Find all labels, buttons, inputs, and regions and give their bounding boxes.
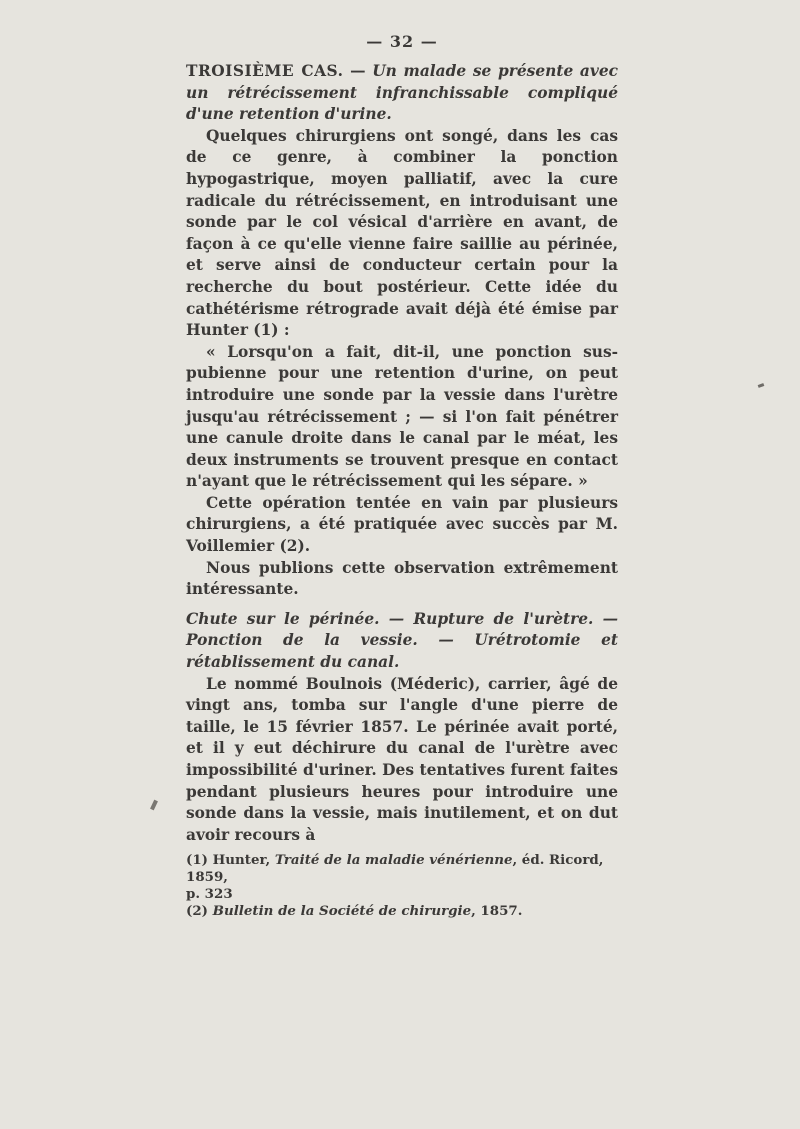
footnote-1-title: Traité de la maladie vénérienne [274,852,513,869]
case-heading-dash: — [343,62,373,80]
paragraph-4: Nous publions cette observation extrêmement intéressante. [186,558,618,599]
footnote-2 [186,903,618,920]
paragraph-5: Le nommé Boulnois (Méderic), carrier, âgé de vingt ans, tomba sur l'angle d'une pierre de taille, le 15 février 1857. Le périnée avait porté, et il y eut déchirure du canal de l'urètre avec impossibilité d'uriner. Des tentatives furent faites pendant plusieurs heures pour introduire une sonde dans la vessie, mais inutilement, et on dut avoir recours à [186,674,618,844]
margin-mark [758,383,765,388]
footnote-2-rest: , 1857. [471,903,523,920]
footnote-2-prefix: (2) [186,903,213,920]
footnote-1 [186,852,618,886]
case-heading [186,61,618,126]
paragraph-2-quote: « Lorsqu'on a fait, dit-il, une ponction sus-pubienne pour une retention d'urine, on peut introduire une sonde par la vessie dans l'urètre jusqu'au rétrécissement ; — si l'on fait pénétrer une canule droite dans le canal par le méat, les deux instruments se trouvent presque en contact n'ayant que le rétrécissement qui les sépare. » [186,342,618,491]
page-number: — 32 — [366,32,438,51]
paragraph-3: Cette opération tentée en vain par plusieurs chirurgiens, a été pratiquée avec succès par M. Voillemier (2). [186,493,618,556]
footnotes [186,852,618,920]
footnote-1-rest: , éd. Ricord, 1859, [186,852,604,886]
text-column [186,32,618,920]
footnote-1-page: p. 323 [186,886,233,903]
observation-subheading: Chute sur le périnée. — Rupture de l'urètre. — Ponction de la vessie. — Urétrotomie et rétablissement du canal. [186,609,618,672]
case-heading-label: TROISIÈME CAS. [186,62,344,80]
paragraph-1: Quelques chirurgiens ont songé, dans les cas de ce genre, à combiner la ponction hypogastrique, moyen palliatif, avec la cure radicale du rétrécissement, en introduisant une sonde par le col vésical d'arrière en avant, de façon à ce qu'elle vienne faire saillie au périnée, et serve ainsi de conducteur certain pour la recherche du bout postérieur. Cette idée du cathétérisme rétrograde avait déjà été émise par Hunter (1) : [186,126,618,340]
footnote-2-title: Bulletin de la Société de chirurgie [212,903,472,920]
footnote-1-prefix: (1) Hunter, [186,852,275,869]
case-heading-text: Un malade se présente avec un rétrécissement infranchissable compliqué d'une retention d'urine. [186,62,618,124]
margin-mark [150,800,158,811]
